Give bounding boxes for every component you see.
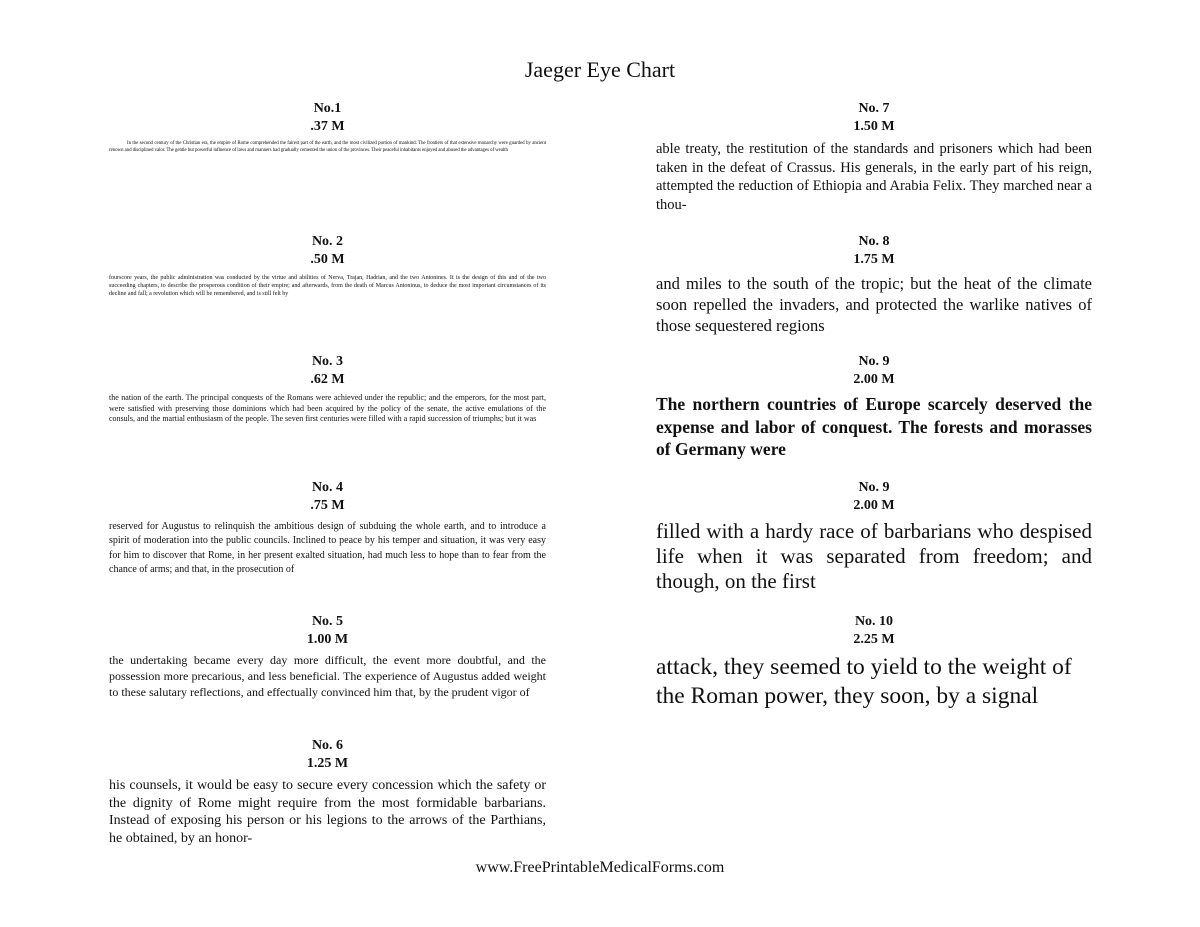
chart-section-9b [656,479,1092,594]
section-number: No. 3 [311,354,344,369]
chart-section-4 [109,479,546,577]
chart-section-8 [656,233,1092,336]
section-number: No. 10 [854,614,894,629]
chart-section-6 [109,737,546,847]
section-text: filled with a hardy race of barbarians who despised life when it was separated from freedom; and though, on the first [656,519,1092,593]
section-size: .62 M [310,372,345,387]
section-number: No. 8 [858,234,890,249]
section-text: attack, they seemed to yield to the weight of the Roman power, they soon, by a signal [656,654,1072,709]
section-number: No. 9 [858,480,890,495]
section-number: No.1 [313,101,342,116]
chart-section-7 [656,100,1092,214]
section-number: No. 7 [858,101,890,116]
chart-section-3 [109,353,546,425]
section-size: .37 M [310,119,345,134]
chart-section-2 [109,233,546,298]
section-text: fourscore years, the public administration was conducted by the virtue and abilities of Nerva, Trajan, Hadrian, and the two Antonines. It is the design of this and of the two succeeding chapters, to describe the prosperous condition of their empire; and afterwards, from the death of Marcus Antoninus, to deduce the most important circumstances of its decline and fall; a revolution which will be remembered, and is still felt by [109,275,546,297]
section-number: No. 5 [311,614,344,629]
section-text: In the second century of the Christian era, the empire of Rome comprehended the fairest part of the earth, and the most civilized portion of mankind. The frontiers of that extensive monarchy were guarded by ancient renown and disciplined valor. The gentle but powerful influence of laws and manners had gradually cemented the union of the provinces. Their peaceful inhabitants enjoyed and abused the advantages of wealth [109,141,546,153]
section-size: .75 M [310,498,345,513]
section-size: 1.25 M [306,756,349,771]
section-text: The northern countries of Europe scarcely deserved the expense and labor of conquest. The forests and morasses of Germany were [656,394,1092,459]
section-text: reserved for Augustus to relinquish the ambitious design of subduing the whole earth, and to introduce a spirit of moderation into the public councils. Inclined to peace by his temper and situation, it was very easy for him to discover that Rome, in her present exalted situation, had much less to hope than to fear from the chance of arms; and that, in the prosecution of [109,521,546,575]
section-size: 2.00 M [853,498,895,513]
section-number: No. 2 [311,234,344,249]
section-size: 2.25 M [853,632,895,647]
section-text: able treaty, the restitution of the standards and prisoners which had been taken in the defeat of Crassus. His generals, in the early part of his reign, attempted the reduction of Ethiopia and Arabia Felix. They marched near a thou- [656,141,1092,213]
section-text: his counsels, it would be easy to secure every concession which the safety or the dignity of Rome might require from the most formidable barbarians. Instead of exposing his person or his legions to the arrows of the Parthians, he obtained, by an honor- [109,778,546,846]
section-text: the undertaking became every day more difficult, the event more doubtful, and the possession more precarious, and less beneficial. The experience of Augustus added weight to these salutary reflections, and effectually convinced him that, by the prudent vigor of [109,653,546,699]
section-size: 2.00 M [853,372,895,387]
page-title: Jaeger Eye Chart [524,57,676,82]
section-number: No. 4 [311,480,344,495]
section-size: 1.75 M [853,252,895,267]
section-text: and miles to the south of the tropic; but the heat of the climate soon repelled the invaders, and protected the warlike natives of those sequestered regions [656,274,1092,335]
section-number: No. 9 [858,354,890,369]
footer-url: www.FreePrintableMedicalForms.com [475,859,725,876]
section-size: 1.50 M [853,119,895,134]
section-size: 1.00 M [306,632,349,647]
chart-section-1 [109,100,546,155]
chart-section-5 [109,613,546,700]
section-text: the nation of the earth. The principal conquests of the Romans were achieved under the republic; and the emperors, for the most part, were satisfied with preserving those dominions which had been acquired by the policy of the senate, the active emulations of the consuls, and the martial enthusiasm of the people. The seven first centuries were filled with a rapid succession of triumphs; but it was [109,393,546,424]
chart-section-9 [656,353,1092,461]
section-number: No. 6 [311,738,344,753]
section-size: .50 M [310,252,345,267]
chart-section-10 [656,613,1092,711]
